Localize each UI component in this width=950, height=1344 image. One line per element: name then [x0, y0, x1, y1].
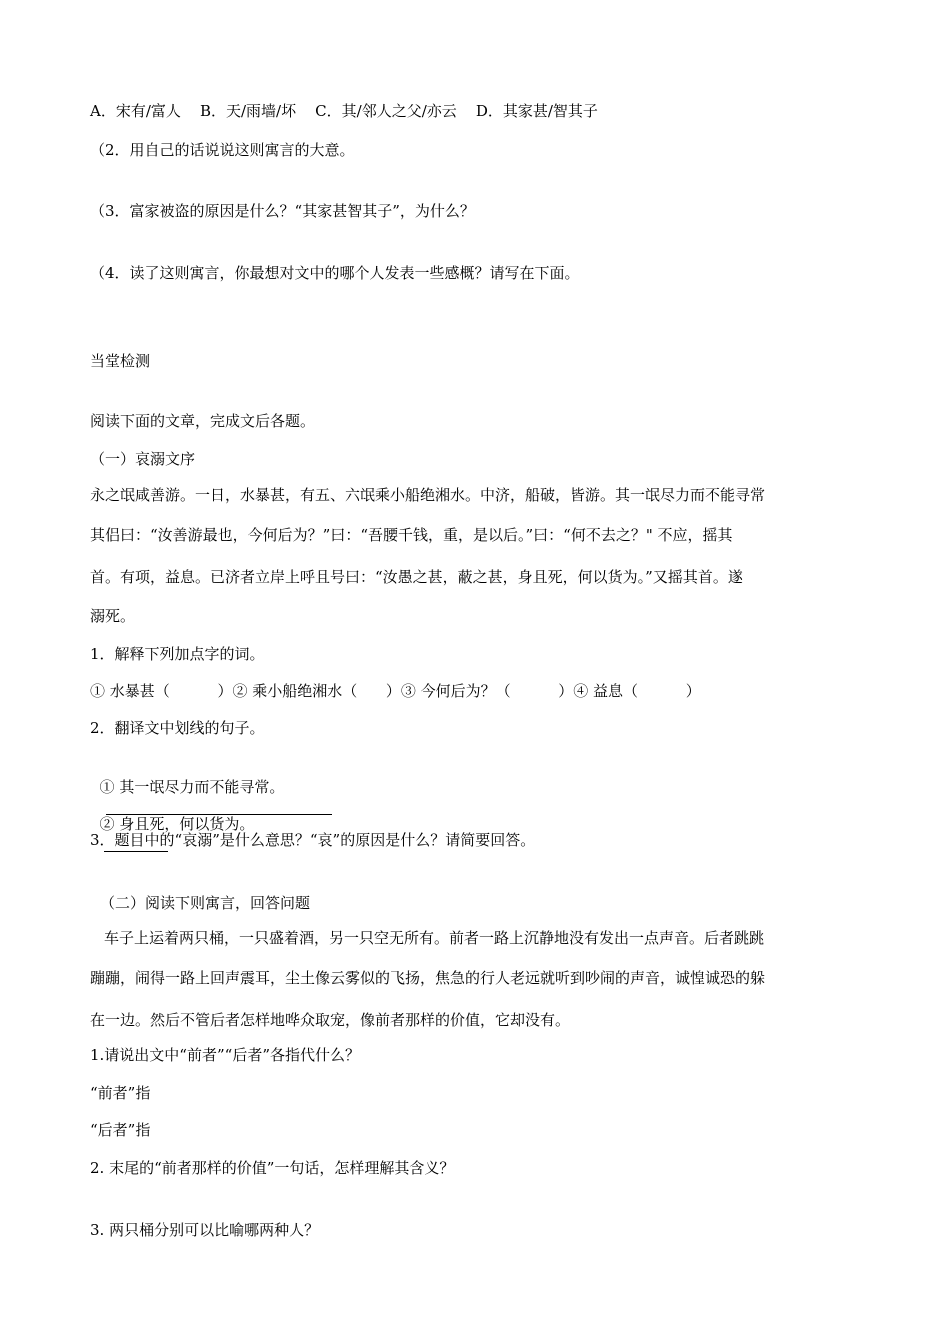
- question-3: （3．富家被盗的原因是什么？“其家甚智其子”，为什么？: [90, 202, 475, 220]
- question-2: （2．用自己的话说说这则寓言的大意。: [90, 141, 355, 159]
- p2-answer-former: “前者”指: [90, 1084, 151, 1102]
- passage-1-line-4: 溺死。: [90, 607, 136, 625]
- p2-question-2: 2. 末尾的“前者那样的价值”一句话，怎样理解其含义？: [90, 1159, 455, 1177]
- section-title: 当堂检测: [90, 352, 151, 370]
- p1-question-1: 1．解释下列加点字的词。: [90, 645, 265, 663]
- passage-1-line-1: 永之氓咸善游。一日，水暴甚，有五、六氓乘小船绝湘水。中济，船破，皆游。其一氓尽力而不能寻常: [90, 486, 766, 504]
- passage-2-title: （二）阅读下则寓言，回答问题: [100, 894, 311, 912]
- translate-2-text: ② 身且死，何以货为。: [99, 815, 255, 833]
- options-line: A．宋有/富人 B．天/雨墙/坏 C．其/邻人之父/亦云 D．其家甚/智其子: [90, 102, 598, 120]
- reading-instruction: 阅读下面的文章，完成文后各题。: [90, 412, 316, 430]
- passage-2-line-1: 车子上运着两只桶，一只盛着酒，另一只空无所有。前者一路上沉静地没有发出一点声音。后者跳跳: [104, 929, 765, 947]
- p2-answer-latter: “后者”指: [90, 1121, 151, 1139]
- p2-question-3: 3. 两只桶分别可以比喻哪两种人？: [90, 1221, 320, 1239]
- passage-1-line-3: 首。有项，益息。已济者立岸上呼且号曰：“汝愚之甚，蔽之甚，身且死，何以货为。”又摇其首。遂: [90, 568, 743, 586]
- p1-question-1-items: ① 水暴甚（ ）② 乘小船绝湘水（ ）③ 今何后为？（ ）④ 益息（ ）: [90, 682, 701, 700]
- passage-2-line-3: 在一边。然后不管后者怎样地哗众取宠，像前者那样的价值，它却没有。: [90, 1011, 571, 1029]
- p2-question-1: 1.请说出文中“前者”“后者”各指代什么？: [90, 1046, 360, 1064]
- passage-1-line-2: 其侣曰：“汝善游最也，今何后为？”曰：“吾腰千钱，重，是以后。”曰：“何不去之？" 不应，摇其: [90, 526, 733, 544]
- passage-2-line-2: 蹦蹦，闹得一路上回声震耳，尘土像云雾似的飞扬，焦急的行人老远就听到吵闹的声音，诚惶诚恐的躲: [90, 969, 766, 987]
- passage-1-title: （一）哀溺文序: [90, 450, 196, 468]
- question-4: （4．读了这则寓言，你最想对文中的哪个人发表一些感概？请写在下面。: [90, 264, 580, 282]
- p1-question-2: 2．翻译文中划线的句子。: [90, 719, 265, 737]
- translate-1-text: ① 其一氓尽力而不能寻常。: [99, 778, 285, 796]
- p1-question-3: 3．题目中的“哀溺”是什么意思？“哀”的原因是什么？请简要回答。: [90, 831, 536, 849]
